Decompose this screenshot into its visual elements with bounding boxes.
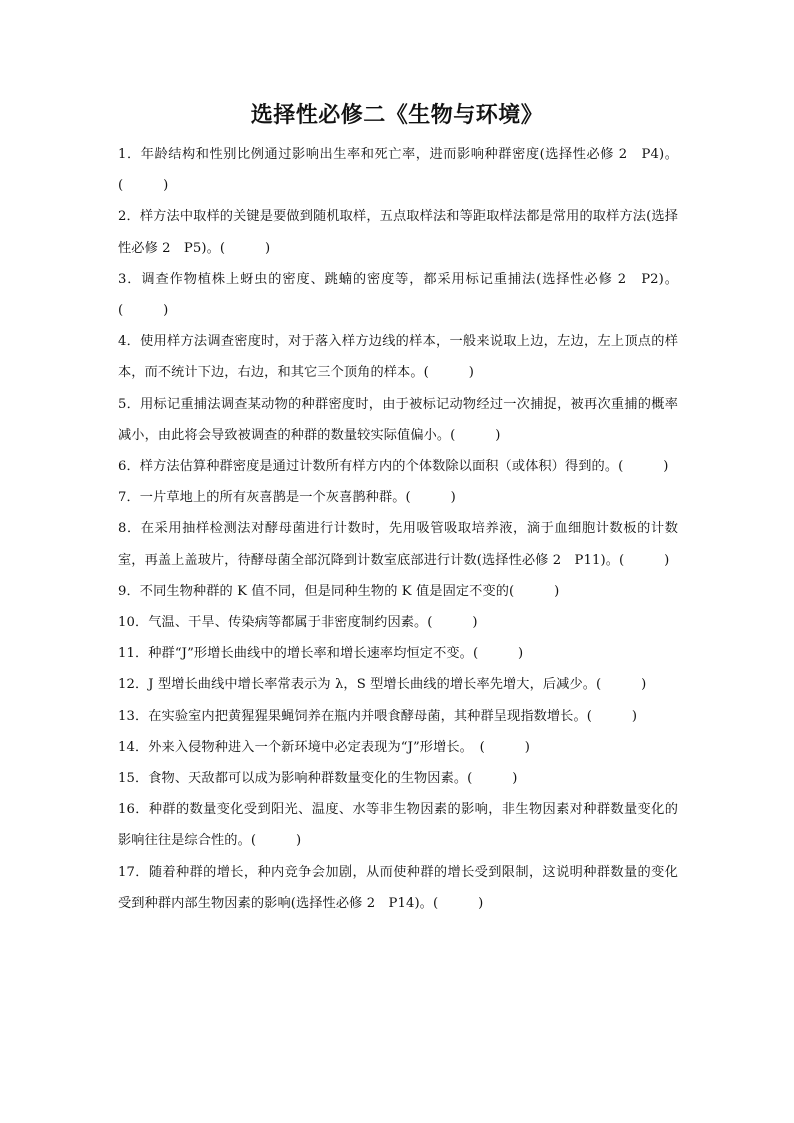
question-item: 6．样方法估算种群密度是通过计数所有样方内的个体数除以面积（或体积）得到的。( ) (118, 459, 669, 475)
question-item: 4．使用样方法调查密度时，对于落入样方边线的样本，一般来说取上边，左边，左上顶点的样本，而不统计下边，右边，和其它三个顶角的样本。( ) (118, 334, 678, 381)
question-item: 16．种群的数量变化受到阳光、温度、水等非生物因素的影响，非生物因素对种群数量变化的影响往往是综合性的。( ) (118, 802, 678, 849)
question-list (118, 139, 678, 919)
question-item: 3．调查作物植株上蚜虫的密度、跳蝻的密度等，都采用标记重捕法(选择性必修 2 P2)。( ) (118, 271, 678, 319)
question-item: 14．外来入侵物种进入一个新环境中必定表现为“J”形增长。 ( ) (118, 739, 530, 755)
question-item: 5．用标记重捕法调查某动物的种群密度时，由于被标记动物经过一次捕捉，被再次重捕的概率减小，由此将会导致被调查的种群的数量较实际值偏小。( ) (118, 396, 678, 443)
document-title: 选择性必修二《生物与环境》 (250, 102, 544, 128)
question-item: 1．年龄结构和性别比例通过影响出生率和死亡率，进而影响种群密度(选择性必修 2 P4)。( ) (118, 147, 678, 194)
question-item: 17．随着种群的增长，种内竞争会加剧，从而使种群的增长受到限制，这说明种群数量的变化受到种群内部生物因素的影响(选择性必修 2 P14)。( ) (118, 864, 678, 911)
question-item: 13．在实验室内把黄猩猩果蝇饲养在瓶内并喂食酵母菌，其种群呈现指数增长。( ) (118, 708, 638, 724)
question-item: 11．种群“J”形增长曲线中的增长率和增长速率均恒定不变。( ) (118, 646, 524, 662)
question-item: 8．在采用抽样检测法对酵母菌进行计数时，先用吸管吸取培养液，滴于血细胞计数板的计数室，再盖上盖玻片，待酵母菌全部沉降到计数室底部进行计数(选择性必修 2 P11)。( ) (118, 521, 678, 568)
question-item: 10．气温、干旱、传染病等都属于非密度制约因素。( ) (118, 615, 478, 631)
question-item: 7．一片草地上的所有灰喜鹊是一个灰喜鹊种群。( ) (118, 490, 456, 506)
question-item: 15．食物、天敌都可以成为影响种群数量变化的生物因素。( ) (118, 771, 518, 787)
question-item: 9．不同生物种群的 K 值不同，但是同种生物的 K 值是固定不变的( ) (118, 583, 560, 599)
question-item: 2．样方法中取样的关键是要做到随机取样，五点取样法和等距取样法都是常用的取样方法(选择性必修 2 P5)。( ) (118, 209, 678, 256)
question-item: 12．J 型增长曲线中增长率常表示为 λ，S 型增长曲线的增长率先增大，后减少。( ) (118, 677, 647, 693)
